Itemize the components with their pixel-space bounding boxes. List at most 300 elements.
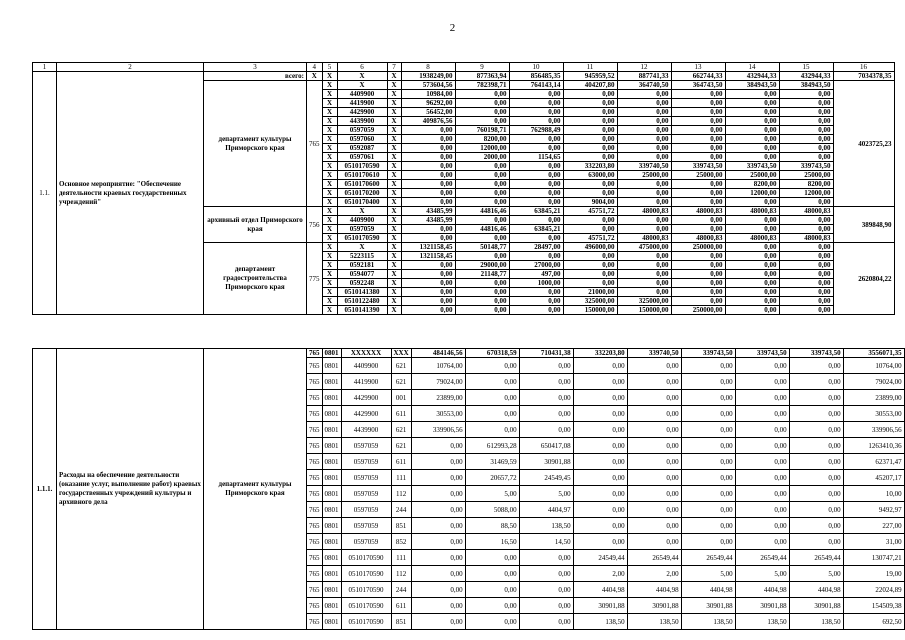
table-cell: 0,00 — [465, 582, 519, 598]
table-cell: 0,00 — [465, 390, 519, 406]
table-cell: 112 — [391, 486, 411, 502]
table-cell: X — [322, 198, 337, 207]
table-cell: X — [387, 234, 401, 243]
table-cell: 0,00 — [671, 216, 725, 225]
table-cell: 0,00 — [401, 153, 455, 162]
table-cell: 475000,00 — [617, 243, 671, 252]
table-cell: 0,00 — [735, 454, 789, 470]
table-cell: 0,00 — [509, 297, 563, 306]
table-cell: 16,50 — [465, 534, 519, 550]
table-cell: 0,00 — [455, 279, 509, 288]
table-cell: 0,00 — [735, 486, 789, 502]
table-cell: 4409900 — [337, 216, 387, 225]
table-cell: 0,00 — [563, 126, 617, 135]
table-cell: 765 — [307, 438, 323, 454]
table-cell: 0,00 — [519, 550, 573, 566]
table-cell: 0,00 — [519, 374, 573, 390]
table-cell: X — [387, 180, 401, 189]
table-cell: 0,00 — [401, 162, 455, 171]
executor-code: 756 — [307, 207, 323, 243]
table-cell: 0,00 — [627, 502, 681, 518]
table-cell: 0592248 — [337, 279, 387, 288]
table-cell: 0,00 — [725, 279, 779, 288]
table-cell: 0,00 — [509, 90, 563, 99]
table-cell: 0,00 — [779, 99, 833, 108]
table-cell: 765 — [307, 566, 323, 582]
table-cell: 0,00 — [465, 358, 519, 374]
table-cell: 26549,44 — [789, 550, 843, 566]
table-cell: 0,00 — [563, 189, 617, 198]
group-total: 389848,90 — [833, 207, 894, 243]
table-cell: 0597060 — [337, 135, 387, 144]
table-cell: 0,00 — [617, 252, 671, 261]
column-header: 15 — [779, 63, 833, 72]
table-cell: 25000,00 — [617, 171, 671, 180]
table-cell: 0510170590 — [337, 162, 387, 171]
table-cell: 111 — [391, 470, 411, 486]
table-cell: 19,00 — [843, 566, 904, 582]
table-cell: 0,00 — [671, 90, 725, 99]
table-cell: 621 — [391, 438, 411, 454]
table-cell: 851 — [391, 614, 411, 630]
table-cell: 0,00 — [401, 261, 455, 270]
table-cell: 0,00 — [789, 438, 843, 454]
table-cell: 0,00 — [509, 306, 563, 315]
table-cell: 0,00 — [465, 566, 519, 582]
table-cell: 30901,88 — [573, 598, 627, 614]
table-cell: 0,00 — [627, 422, 681, 438]
table-cell: X — [387, 243, 401, 252]
table-cell: 0,00 — [627, 390, 681, 406]
group-total: 2620804,22 — [833, 243, 894, 315]
table-cell: 0,00 — [735, 534, 789, 550]
executor-code: 775 — [307, 243, 323, 315]
table-cell: 10,00 — [843, 486, 904, 502]
table-cell: 765 — [307, 534, 323, 550]
table-cell: 0,00 — [411, 550, 465, 566]
table-cell: 0510122480 — [337, 297, 387, 306]
table-cell: 0510141390 — [337, 306, 387, 315]
table-cell: X — [387, 279, 401, 288]
table-cell: X — [322, 135, 337, 144]
table-cell: X — [387, 288, 401, 297]
table-cell: 48000,83 — [617, 234, 671, 243]
table-cell: 0,00 — [671, 198, 725, 207]
table-cell: 5,00 — [519, 486, 573, 502]
column-header: 4 — [307, 63, 323, 72]
table-cell: 0,00 — [573, 486, 627, 502]
table-cell: 0,00 — [779, 270, 833, 279]
table-cell: 0,00 — [573, 358, 627, 374]
table-cell: 0,00 — [789, 502, 843, 518]
table-cell: 762988,49 — [509, 126, 563, 135]
table-cell: 0,00 — [401, 189, 455, 198]
table-cell: X — [387, 108, 401, 117]
table-cell: 0,00 — [455, 306, 509, 315]
table-cell: 339743,50 — [671, 162, 725, 171]
table-cell: 765 — [307, 598, 323, 614]
table-cell: 4404,98 — [681, 582, 735, 598]
table-cell: X — [322, 261, 337, 270]
table-cell: 0,00 — [563, 135, 617, 144]
executor-name: департамент культуры Приморского края — [204, 81, 307, 207]
column-header: 9 — [455, 63, 509, 72]
table-cell: 0801 — [322, 406, 341, 422]
table-cell: X — [387, 90, 401, 99]
table-cell: 339740,50 — [617, 162, 671, 171]
table-cell: 877363,94 — [455, 72, 509, 81]
table-cell: 484146,56 — [411, 349, 465, 358]
table-cell: 0,00 — [509, 144, 563, 153]
table-cell: 0,00 — [455, 108, 509, 117]
table-cell: 45207,17 — [843, 470, 904, 486]
table-cell: 0,00 — [563, 279, 617, 288]
table-cell: 0,00 — [563, 261, 617, 270]
table-cell: 760198,71 — [455, 126, 509, 135]
table-row — [33, 72, 895, 81]
table-cell: 0,00 — [779, 108, 833, 117]
table-cell: 0,00 — [509, 171, 563, 180]
table-cell: 404207,80 — [563, 81, 617, 90]
table-cell: 29000,00 — [455, 261, 509, 270]
table-cell: 44816,46 — [455, 207, 509, 216]
table-cell: X — [307, 72, 323, 81]
table-cell: 48000,83 — [671, 207, 725, 216]
table-cell: 670318,59 — [465, 349, 519, 358]
table-cell: X — [322, 243, 337, 252]
column-header: 10 — [509, 63, 563, 72]
table-cell: 0,00 — [617, 126, 671, 135]
table-cell: 0,00 — [509, 288, 563, 297]
table-cell: X — [387, 72, 401, 81]
table-cell: 0,00 — [725, 90, 779, 99]
table-cell: 0,00 — [617, 153, 671, 162]
table-cell: 325000,00 — [617, 297, 671, 306]
table-cell: 782398,71 — [455, 81, 509, 90]
table-cell: 1321158,45 — [401, 243, 455, 252]
table-cell: 0,00 — [519, 598, 573, 614]
table-cell: 0,00 — [411, 486, 465, 502]
table-cell: 1154,65 — [509, 153, 563, 162]
table-cell: 5088,00 — [465, 502, 519, 518]
table-cell: 0,00 — [681, 406, 735, 422]
table-cell: 0,00 — [563, 90, 617, 99]
table-cell: 0,00 — [401, 297, 455, 306]
table-cell: 0801 — [322, 374, 341, 390]
table-cell: 0,00 — [401, 171, 455, 180]
executor-name: архивный отдел Приморского края — [204, 207, 307, 243]
table-cell: 0,00 — [563, 225, 617, 234]
table-cell: 0,00 — [725, 261, 779, 270]
table-cell: 0,00 — [455, 297, 509, 306]
table-cell: 0597061 — [337, 153, 387, 162]
table-cell: 63845,21 — [509, 207, 563, 216]
table-cell: 0801 — [322, 566, 341, 582]
table-cell: 0,00 — [779, 261, 833, 270]
table-cell: 0,00 — [725, 144, 779, 153]
table-cell: 0510170590 — [341, 566, 391, 582]
table-cell: 0,00 — [573, 518, 627, 534]
table-cell: 12000,00 — [779, 189, 833, 198]
table-cell: 0,00 — [411, 534, 465, 550]
table-cell: 12000,00 — [725, 189, 779, 198]
table-cell: 339743,50 — [779, 162, 833, 171]
table-cell: 0,00 — [401, 234, 455, 243]
group-total: 4023725,23 — [833, 81, 894, 207]
table-cell: 710431,38 — [519, 349, 573, 358]
table-cell: 0,00 — [671, 117, 725, 126]
table-cell: 852 — [391, 534, 411, 550]
table-cell: 14,50 — [519, 534, 573, 550]
table-cell: 765 — [307, 582, 323, 598]
table-cell: 0,00 — [509, 108, 563, 117]
table-cell: 0,00 — [573, 470, 627, 486]
table-cell: X — [322, 108, 337, 117]
table-cell: 4404,98 — [573, 582, 627, 598]
table-cell: 0,00 — [627, 358, 681, 374]
table-cell: 0,00 — [455, 171, 509, 180]
table-cell: 4409900 — [337, 90, 387, 99]
table-cell: 0,00 — [627, 486, 681, 502]
table-cell: X — [387, 126, 401, 135]
table-cell: 1321158,45 — [401, 252, 455, 261]
column-header: 16 — [833, 63, 894, 72]
table-cell: 4404,98 — [735, 582, 789, 598]
table-cell: 5,00 — [465, 486, 519, 502]
table-cell: 0,00 — [779, 252, 833, 261]
table-cell: 4429900 — [341, 406, 391, 422]
table-row — [33, 349, 905, 358]
table-cell: X — [387, 306, 401, 315]
table-cell: 0,00 — [779, 198, 833, 207]
table-cell: 611 — [391, 598, 411, 614]
table-cell: 765 — [307, 374, 323, 390]
table-cell: 0,00 — [789, 454, 843, 470]
table-cell: 0,00 — [617, 99, 671, 108]
table-cell: 4404,98 — [789, 582, 843, 598]
table-cell: 112 — [391, 566, 411, 582]
table-cell: 23899,00 — [411, 390, 465, 406]
table-cell: 339743,50 — [681, 349, 735, 358]
table-cell: 4439900 — [337, 117, 387, 126]
table-cell: 4429900 — [341, 390, 391, 406]
table-cell: 0,00 — [725, 306, 779, 315]
table-cell: 0,00 — [563, 180, 617, 189]
table-cell: 0,00 — [735, 422, 789, 438]
table-cell: 0,00 — [681, 454, 735, 470]
table-cell: 0,00 — [789, 518, 843, 534]
table-cell: X — [322, 144, 337, 153]
table-cell: 0,00 — [573, 374, 627, 390]
table-cell: 0,00 — [465, 422, 519, 438]
table-cell: 0,00 — [681, 486, 735, 502]
table-cell: X — [387, 117, 401, 126]
table-cell: 765 — [307, 390, 323, 406]
table-cell: 0510141380 — [337, 288, 387, 297]
table-cell: 3556071,35 — [843, 349, 904, 358]
table-cell: 2,00 — [627, 566, 681, 582]
table-cell: 0,00 — [573, 502, 627, 518]
table-cell: 0,00 — [671, 252, 725, 261]
table-cell: 0,00 — [627, 438, 681, 454]
table-cell: 0,00 — [617, 117, 671, 126]
table-cell: 0,00 — [401, 135, 455, 144]
table-cell: 25000,00 — [725, 171, 779, 180]
table-cell: 0510170610 — [337, 171, 387, 180]
table-cell: 10764,00 — [843, 358, 904, 374]
table-cell: 0801 — [322, 349, 341, 358]
table-cell: 692,50 — [843, 614, 904, 630]
table-cell: 0,00 — [509, 198, 563, 207]
table-cell: 573604,56 — [401, 81, 455, 90]
table-cell: X — [322, 306, 337, 315]
table-cell: 332203,80 — [563, 162, 617, 171]
table-cell: 88,50 — [465, 518, 519, 534]
table-cell: 945959,52 — [563, 72, 617, 81]
column-header: 6 — [337, 63, 387, 72]
table-cell: 0,00 — [455, 234, 509, 243]
table-cell: 48000,83 — [671, 234, 725, 243]
table-cell: 9004,00 — [563, 198, 617, 207]
table-cell: 30901,88 — [735, 598, 789, 614]
table-cell: 0510170400 — [337, 198, 387, 207]
table-cell: X — [322, 72, 337, 81]
table-cell: 10984,00 — [401, 90, 455, 99]
table-cell: 409876,56 — [401, 117, 455, 126]
table-cell: 0801 — [322, 598, 341, 614]
table-cell: X — [387, 144, 401, 153]
table-cell: 63000,00 — [563, 171, 617, 180]
table-cell: 0,00 — [617, 279, 671, 288]
table-cell: 0,00 — [617, 90, 671, 99]
table-cell: 765 — [307, 470, 323, 486]
table-cell: 0597059 — [341, 454, 391, 470]
table-cell: 0,00 — [465, 374, 519, 390]
table-cell: 4404,97 — [519, 502, 573, 518]
table-cell: 0,00 — [509, 216, 563, 225]
table-cell: 650417,08 — [519, 438, 573, 454]
table-cell: X — [322, 297, 337, 306]
table-cell: 0510170590 — [341, 582, 391, 598]
table-cell: 79024,00 — [843, 374, 904, 390]
table-cell: X — [387, 81, 401, 90]
table-cell: 0,00 — [573, 534, 627, 550]
table-cell: 0,00 — [563, 144, 617, 153]
table-cell: 0,00 — [779, 297, 833, 306]
table-cell: 0,00 — [401, 144, 455, 153]
executor-name: департамент культуры Приморского края — [204, 349, 307, 630]
table-cell: 244 — [391, 502, 411, 518]
table-cell: 765 — [307, 550, 323, 566]
table-cell: X — [387, 99, 401, 108]
table-cell: 1000,00 — [509, 279, 563, 288]
table-cell: 339906,56 — [411, 422, 465, 438]
table-cell: 0,00 — [465, 550, 519, 566]
table-cell: 21000,00 — [563, 288, 617, 297]
table-cell: 0,00 — [681, 518, 735, 534]
table-cell: 0,00 — [735, 438, 789, 454]
table-cell: 0,00 — [671, 261, 725, 270]
table-cell: 0,00 — [779, 153, 833, 162]
program-table-top — [32, 62, 895, 315]
table-cell: 0597059 — [341, 486, 391, 502]
header-row — [33, 63, 895, 72]
table-cell: 0,00 — [563, 117, 617, 126]
table-cell: 0510170590 — [341, 614, 391, 630]
table-cell: 0,00 — [519, 406, 573, 422]
table-cell: 0,00 — [509, 189, 563, 198]
table-cell: 0510170590 — [337, 234, 387, 243]
table-cell: X — [322, 288, 337, 297]
table-cell: 0,00 — [617, 198, 671, 207]
table-cell: 26549,44 — [681, 550, 735, 566]
table-cell: 0,00 — [401, 279, 455, 288]
table-cell: 765 — [307, 358, 323, 374]
table-cell: 244 — [391, 582, 411, 598]
table-cell: 0,00 — [725, 198, 779, 207]
table-cell: 0,00 — [519, 582, 573, 598]
table-cell: X — [387, 225, 401, 234]
table-cell: 79024,00 — [411, 374, 465, 390]
table-cell: X — [387, 153, 401, 162]
table-cell: 765 — [307, 518, 323, 534]
table-cell: 887741,33 — [617, 72, 671, 81]
table-cell: 0,00 — [725, 99, 779, 108]
table-cell: 0,00 — [563, 99, 617, 108]
table-cell: 4404,98 — [627, 582, 681, 598]
table-cell: 0597059 — [341, 438, 391, 454]
table-cell: 0,00 — [725, 117, 779, 126]
table-cell: 0801 — [322, 390, 341, 406]
table-cell: 0,00 — [617, 216, 671, 225]
table-cell: 0,00 — [617, 144, 671, 153]
table-cell: X — [387, 189, 401, 198]
column-header: 11 — [563, 63, 617, 72]
table-cell: 621 — [391, 422, 411, 438]
table-cell: 0,00 — [789, 406, 843, 422]
table-cell: 30553,00 — [411, 406, 465, 422]
table-cell: X — [387, 297, 401, 306]
table-cell: 0,00 — [465, 406, 519, 422]
table-cell: 0,00 — [455, 288, 509, 297]
table-cell: 621 — [391, 374, 411, 390]
table-cell: X — [322, 126, 337, 135]
table-cell: 612993,28 — [465, 438, 519, 454]
table-cell: 0,00 — [681, 470, 735, 486]
table-cell: 0,00 — [725, 108, 779, 117]
table-cell: 30901,88 — [681, 598, 735, 614]
table-cell: 0,00 — [735, 470, 789, 486]
table-cell: 0,00 — [519, 614, 573, 630]
table-cell: 0,00 — [681, 358, 735, 374]
table-cell: X — [322, 207, 337, 216]
table-cell: X — [387, 198, 401, 207]
table-cell: 0,00 — [455, 216, 509, 225]
table-cell: 63845,21 — [509, 225, 563, 234]
table-cell: 31469,59 — [465, 454, 519, 470]
table-cell: 4439900 — [341, 422, 391, 438]
column-header: 5 — [322, 63, 337, 72]
table-cell: 0,00 — [455, 117, 509, 126]
section-number: 1.1.1. — [33, 349, 57, 630]
table-cell: 48000,83 — [725, 234, 779, 243]
table-cell: 24549,45 — [519, 470, 573, 486]
table-cell: 21148,77 — [455, 270, 509, 279]
table-cell: 339906,56 — [843, 422, 904, 438]
table-cell: 0,00 — [627, 470, 681, 486]
table-cell: 0,00 — [509, 117, 563, 126]
table-cell: 0,00 — [671, 108, 725, 117]
